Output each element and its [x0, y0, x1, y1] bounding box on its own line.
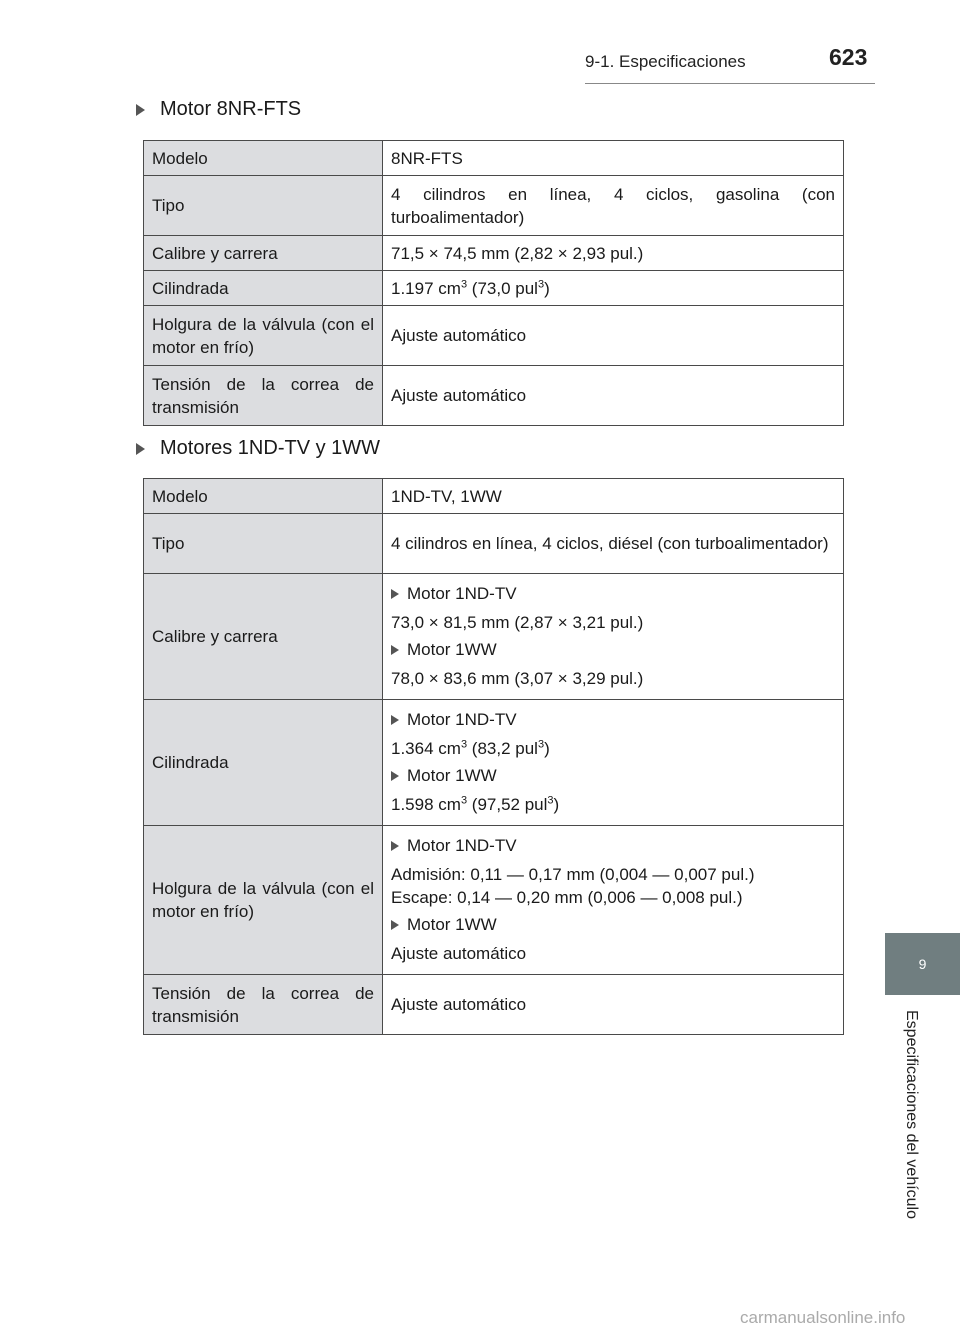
row-label: Tipo [144, 514, 383, 574]
sub-heading-text: Motor 1ND-TV [407, 836, 517, 855]
value-text: ) [544, 278, 550, 298]
value-text: 1.364 cm [391, 739, 461, 758]
row-value: 8NR-FTS [383, 141, 844, 176]
sub-heading-text: Motor 1WW [407, 915, 497, 934]
spec-table-8nr-fts [143, 140, 844, 426]
table-row [144, 366, 844, 426]
triangle-bullet-icon [136, 443, 145, 455]
row-label: Cilindrada [144, 700, 383, 826]
row-label: Modelo [144, 141, 383, 176]
table-row [144, 700, 844, 826]
heading-text: Motor 8NR-FTS [160, 98, 302, 120]
table-row [144, 271, 844, 306]
value-line: Ajuste automático [391, 944, 527, 963]
row-label: Modelo [144, 479, 383, 514]
row-value: Ajuste automático [383, 366, 844, 426]
table-row [144, 479, 844, 514]
table-row [144, 176, 844, 236]
row-label: Holgura de la válvula (con el motor en frío) [144, 306, 383, 366]
row-value [383, 826, 844, 975]
table-row [144, 826, 844, 975]
sub-heading-text: Motor 1ND-TV [407, 710, 517, 729]
spec-table-1nd-tv-1ww [143, 478, 844, 1035]
sub-heading [391, 913, 835, 936]
table-row [144, 514, 844, 574]
triangle-bullet-icon [391, 589, 399, 599]
value-text: ) [544, 739, 550, 758]
table-row [144, 306, 844, 366]
sub-heading [391, 582, 835, 605]
value-text: (73,0 pul [467, 278, 538, 298]
table-row [144, 141, 844, 176]
row-label: Tensión de la correa de transmisión [144, 975, 383, 1035]
row-label: Holgura de la válvula (con el motor en frío) [144, 826, 383, 975]
value-text: ) [553, 795, 560, 814]
row-value: Ajuste automático [383, 306, 844, 366]
row-value: 1ND-TV, 1WW [383, 479, 844, 514]
table-row [144, 975, 844, 1035]
watermark: carmanualsonline.info [740, 1308, 906, 1327]
chapter-tab: 9 [885, 933, 960, 995]
row-label: Calibre y carrera [144, 574, 383, 700]
superscript: 3 [460, 738, 468, 751]
table-row [144, 574, 844, 700]
row-label: Cilindrada [144, 271, 383, 306]
value-line: 73,0 × 81,5 mm (2,87 × 3,21 pul.) [391, 613, 644, 632]
sub-heading-text: Motor 1WW [407, 766, 497, 785]
row-value [383, 271, 844, 306]
row-value [383, 574, 844, 700]
superscript: 3 [460, 277, 468, 290]
row-value [383, 700, 844, 826]
value-line: Admisión: 0,11 — 0,17 mm (0,004 — 0,007 pul.) [391, 865, 755, 884]
heading-text: Motores 1ND-TV y 1WW [160, 437, 381, 459]
sub-heading [391, 638, 835, 661]
triangle-bullet-icon [391, 645, 399, 655]
triangle-bullet-icon [391, 920, 399, 930]
sub-heading-text: Motor 1ND-TV [407, 584, 517, 603]
triangle-bullet-icon [136, 104, 145, 116]
value-line: 78,0 × 83,6 mm (3,07 × 3,29 pul.) [391, 669, 644, 688]
value-text: (97,52 pul [467, 795, 548, 814]
sub-heading [391, 834, 835, 857]
triangle-bullet-icon [391, 715, 399, 725]
superscript: 3 [547, 794, 554, 807]
row-value: 4 cilindros en línea, 4 ciclos, diésel (con turboalimentador) [383, 514, 844, 574]
sub-heading [391, 708, 835, 731]
header-divider [585, 83, 875, 84]
sub-heading [391, 764, 835, 787]
superscript: 3 [460, 794, 468, 807]
page-number: 623 [829, 44, 868, 70]
sub-heading-text: Motor 1WW [407, 640, 497, 659]
value-line [391, 793, 835, 816]
heading-1nd-tv-1ww [136, 437, 380, 460]
row-label: Tipo [144, 176, 383, 236]
row-value: Ajuste automático [383, 975, 844, 1035]
value-line: Escape: 0,14 — 0,20 mm (0,006 — 0,008 pul.) [391, 888, 743, 907]
value-text: (83,2 pul [467, 739, 538, 758]
triangle-bullet-icon [391, 841, 399, 851]
row-label: Calibre y carrera [144, 236, 383, 271]
triangle-bullet-icon [391, 771, 399, 781]
value-text: 1.598 cm [391, 795, 461, 814]
section-header: 9-1. Especificaciones [585, 52, 746, 71]
row-label: Tensión de la correa de transmisión [144, 366, 383, 426]
superscript: 3 [537, 738, 545, 751]
value-text: 1.197 cm [391, 278, 461, 298]
superscript: 3 [537, 277, 545, 290]
chapter-title-vertical: Especificaciones del vehículo [903, 1010, 920, 1220]
row-value: 4 cilindros en línea, 4 ciclos, gasolina (con turboalimentador) [383, 176, 844, 236]
table-row [144, 236, 844, 271]
row-value: 71,5 × 74,5 mm (2,82 × 2,93 pul.) [383, 236, 844, 271]
heading-8nr-fts [136, 98, 301, 121]
value-line [391, 737, 835, 760]
